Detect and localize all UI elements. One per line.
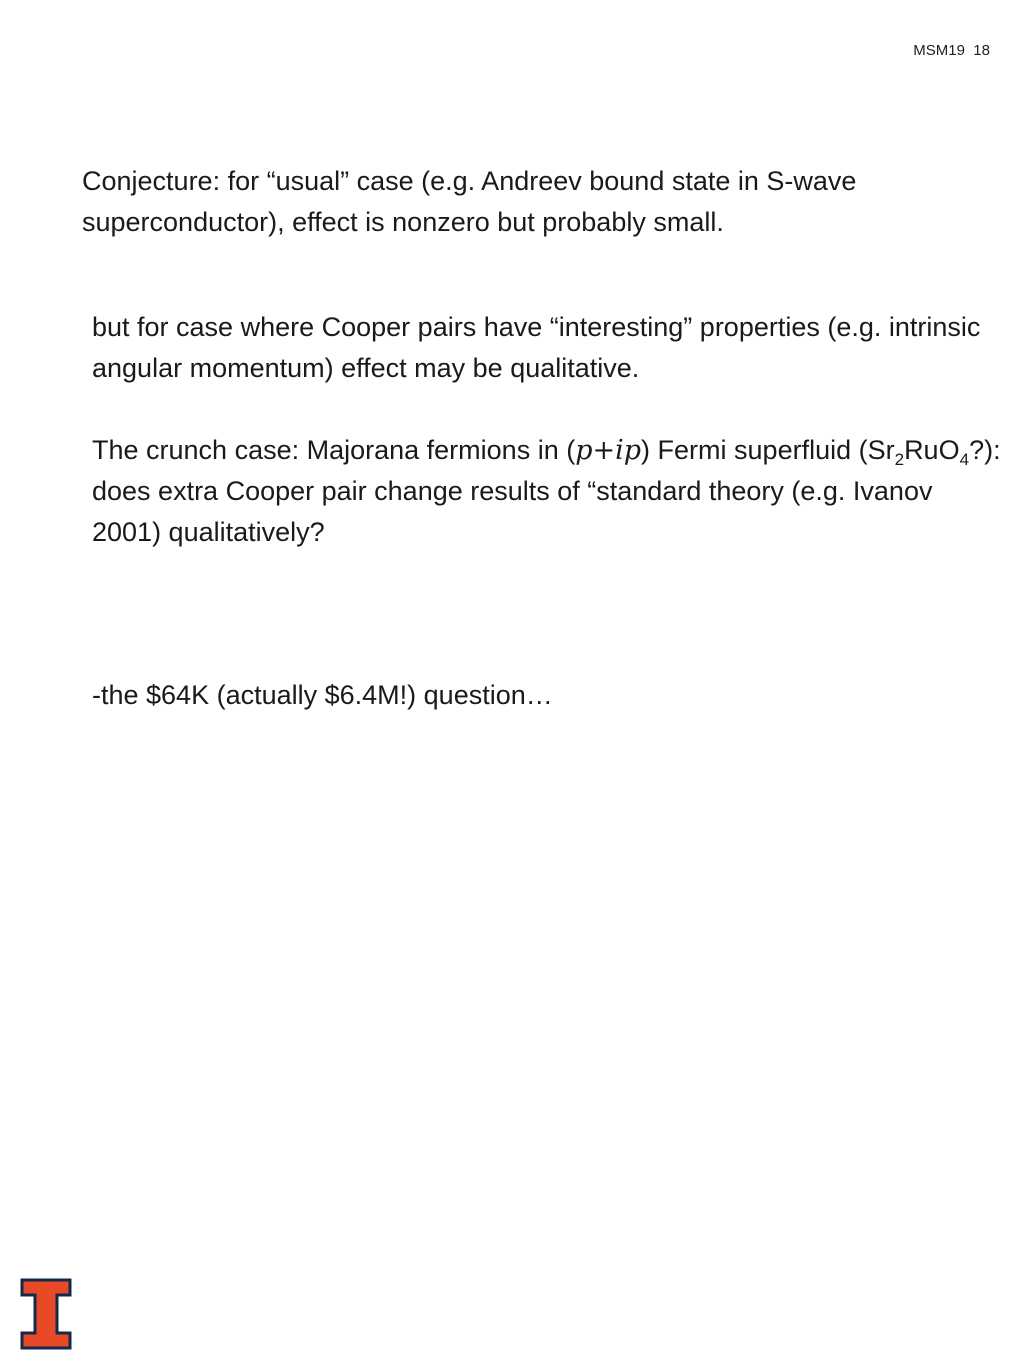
crunch-mid-text: RuO xyxy=(904,435,960,465)
subscript-2: 2 xyxy=(894,450,905,469)
slide-number-label: MSM19 18 xyxy=(913,42,990,59)
crunch-case-paragraph xyxy=(92,430,1002,553)
question-paragraph: -the $64K (actually $6.4M!) question… xyxy=(92,680,553,710)
crunch-tail-text: ?): does extra Cooper pair change results of “standard theory (e.g. Ivanov 2001) qualitatively? xyxy=(92,435,1001,547)
p-plus-ip-math: p+ip xyxy=(575,435,642,466)
interesting-properties-paragraph: but for case where Cooper pairs have “interesting” properties (e.g. intrinsic angular momentum) effect may be qualitative. xyxy=(92,312,981,383)
crunch-lead-text: The crunch case: Majorana fermions in ( xyxy=(92,435,576,465)
block-i-shape xyxy=(22,1280,70,1348)
block-i-logo-icon xyxy=(19,1277,73,1351)
subscript-4: 4 xyxy=(959,450,970,469)
crunch-after-math-text: ) Fermi superfluid (Sr xyxy=(641,435,895,465)
conjecture-paragraph: Conjecture: for “usual” case (e.g. Andreev bound state in S-wave superconductor), effect is nonzero but probably small. xyxy=(82,166,857,237)
